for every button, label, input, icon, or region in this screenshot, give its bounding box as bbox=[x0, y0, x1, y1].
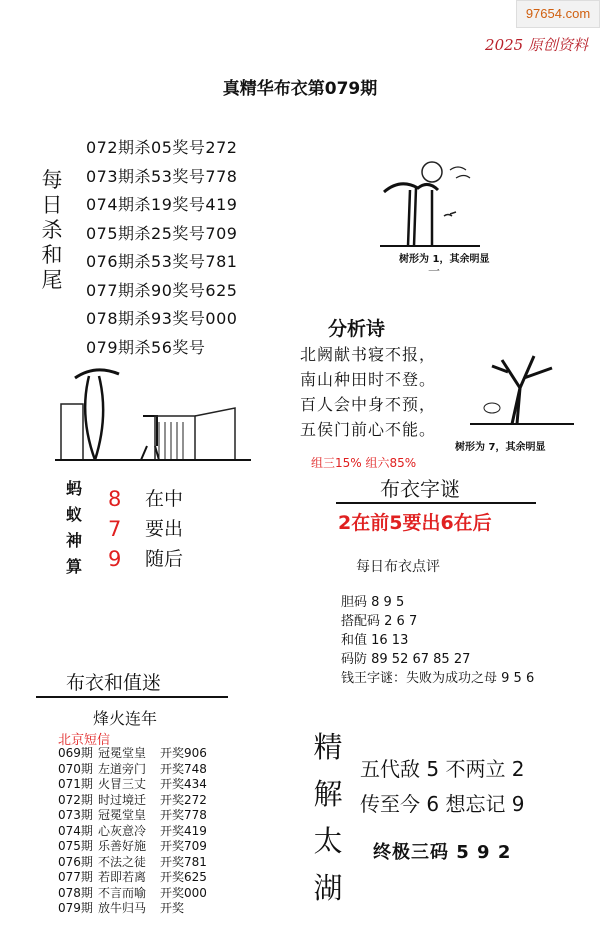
idiom: 若即若离 bbox=[98, 870, 147, 884]
label-char: 尾 bbox=[41, 268, 63, 292]
final-three-codes: 终极三码 5 9 2 bbox=[373, 842, 512, 863]
result: 开奖781 bbox=[160, 854, 207, 869]
poem-line: 北阙献书寝不报， bbox=[300, 345, 437, 364]
kill-row: 073期杀53奖号778 bbox=[86, 166, 238, 186]
idiom: 放牛归马 bbox=[98, 901, 147, 915]
ant-number: 8 bbox=[108, 487, 122, 511]
tree-sketch-1 bbox=[370, 150, 490, 250]
ant-number: 7 bbox=[108, 517, 122, 541]
sum-riddle-title: 布衣和值迷 bbox=[66, 672, 162, 694]
issue: 069期 bbox=[58, 746, 93, 760]
page-title: 真精华布衣第079期 bbox=[222, 79, 378, 99]
poem-title: 分析诗 bbox=[328, 318, 386, 340]
tree-caption-1: 树形为 1，其余明显 bbox=[399, 254, 490, 265]
review-body bbox=[341, 593, 534, 688]
riddle-divider bbox=[336, 502, 536, 504]
result: 开奖778 bbox=[160, 808, 207, 822]
history-row bbox=[58, 839, 207, 855]
kill-row: 075期杀25奖号709 bbox=[86, 223, 238, 243]
history-row bbox=[58, 808, 207, 824]
idiom: 时过境迁 bbox=[98, 792, 147, 807]
result: 开奖 bbox=[160, 901, 185, 915]
idiom: 火冒三丈 bbox=[98, 777, 147, 791]
label-char: 湖 bbox=[313, 871, 343, 905]
ratio-text: 组三15% 组六85% bbox=[311, 456, 417, 470]
result: 开奖709 bbox=[160, 839, 207, 853]
ant-text: 要出 bbox=[145, 518, 184, 540]
issue: 077期 bbox=[58, 870, 93, 884]
idiom: 不言而喻 bbox=[98, 885, 147, 900]
tree-dash: 一 bbox=[428, 264, 441, 278]
ant-number: 9 bbox=[108, 547, 122, 571]
label-char: 杀 bbox=[41, 218, 63, 242]
review-line: 码防 89 52 67 85 27 bbox=[341, 652, 471, 667]
poem-line: 百人会中身不预， bbox=[300, 395, 437, 414]
label-char: 太 bbox=[313, 824, 343, 858]
history-row bbox=[58, 793, 207, 809]
kill-row: 078期杀93奖号000 bbox=[86, 309, 238, 328]
label-char: 蚁 bbox=[66, 505, 83, 524]
history-row bbox=[58, 901, 207, 917]
history-row bbox=[58, 746, 207, 762]
kill-row: 076期杀53奖号781 bbox=[86, 252, 238, 271]
issue: 075期 bbox=[58, 839, 93, 853]
label-char: 和 bbox=[41, 243, 63, 267]
label-char: 蚂 bbox=[66, 479, 83, 498]
kill-row: 077期杀90奖号625 bbox=[86, 280, 238, 300]
tree-caption-7: 树形为 7，其余明显 bbox=[455, 442, 546, 453]
kill-row: 074期杀19奖号419 bbox=[86, 195, 238, 214]
label-char: 神 bbox=[66, 531, 83, 550]
label-char: 精 bbox=[313, 730, 343, 764]
taihu-line: 传至今 6 想忘记 9 bbox=[360, 792, 525, 816]
kill-list bbox=[86, 134, 237, 362]
ant-label bbox=[66, 476, 88, 580]
result: 开奖434 bbox=[160, 777, 207, 791]
issue: 074期 bbox=[58, 823, 93, 838]
issue: 071期 bbox=[58, 777, 93, 791]
kill-row: 079期杀56奖号 bbox=[86, 337, 206, 357]
poem-line: 五侯门前心不能。 bbox=[300, 420, 437, 439]
taihu-lines bbox=[360, 752, 525, 822]
issue: 079期 bbox=[58, 901, 93, 915]
site-badge: 97654.com bbox=[516, 0, 600, 28]
issue: 076期 bbox=[58, 854, 93, 869]
review-line: 钱王字谜：失败为成功之母 9 5 6 bbox=[341, 671, 535, 686]
result: 开奖625 bbox=[160, 870, 207, 884]
label-char: 每 bbox=[41, 168, 63, 192]
history-list bbox=[58, 746, 207, 917]
ant-text: 在中 bbox=[145, 488, 184, 510]
review-line: 和值 16 13 bbox=[341, 633, 409, 648]
history-row bbox=[58, 824, 207, 840]
ant-texts bbox=[145, 484, 183, 574]
sum-riddle-divider bbox=[36, 696, 228, 698]
result: 开奖000 bbox=[160, 885, 207, 900]
label-char: 算 bbox=[66, 557, 83, 576]
idiom: 冠冕堂皇 bbox=[98, 808, 147, 822]
riddle-title: 布衣字谜 bbox=[380, 477, 460, 501]
idiom: 左道旁门 bbox=[98, 761, 147, 776]
label-char: 日 bbox=[41, 193, 63, 217]
idiom: 冠冕堂皇 bbox=[98, 746, 147, 760]
result: 开奖419 bbox=[160, 823, 207, 838]
result: 开奖272 bbox=[160, 792, 207, 807]
ant-numbers bbox=[108, 484, 128, 574]
poem-line: 南山种田时不登。 bbox=[300, 370, 437, 389]
source-label: 北京短信 bbox=[58, 733, 111, 748]
riddle-answer: 2在前5要出6在后 bbox=[338, 512, 492, 534]
issue: 073期 bbox=[58, 808, 93, 822]
idiom: 心灰意冷 bbox=[98, 823, 147, 838]
history-row bbox=[58, 777, 207, 793]
idiom: 乐善好施 bbox=[98, 839, 147, 853]
review-line: 搭配码 2 6 7 bbox=[341, 614, 418, 629]
kill-row: 072期杀05奖号272 bbox=[86, 138, 238, 157]
farm-sketch bbox=[55, 356, 255, 466]
history-row bbox=[58, 886, 207, 902]
poem-body bbox=[300, 342, 436, 442]
issue: 072期 bbox=[58, 792, 93, 807]
taihu-line: 五代敌 5 不两立 2 bbox=[360, 757, 525, 781]
issue: 078期 bbox=[58, 885, 93, 900]
brand-label: 2025 原创资料 bbox=[485, 36, 588, 54]
result: 开奖748 bbox=[160, 761, 207, 776]
label-char: 解 bbox=[313, 777, 343, 811]
issue: 070期 bbox=[58, 761, 93, 776]
review-line: 胆码 8 9 5 bbox=[341, 595, 405, 610]
taihu-label bbox=[310, 724, 346, 912]
sum-riddle-subtitle: 烽火连年 bbox=[93, 709, 158, 728]
idiom: 不法之徒 bbox=[98, 854, 147, 869]
history-row bbox=[58, 762, 207, 778]
history-row bbox=[58, 870, 207, 886]
review-title: 每日布衣点评 bbox=[356, 559, 440, 575]
daily-kill-label bbox=[38, 168, 66, 293]
tree-sketch-7 bbox=[462, 338, 582, 428]
ant-text: 随后 bbox=[145, 548, 184, 570]
history-row bbox=[58, 855, 207, 871]
result: 开奖906 bbox=[160, 746, 207, 760]
